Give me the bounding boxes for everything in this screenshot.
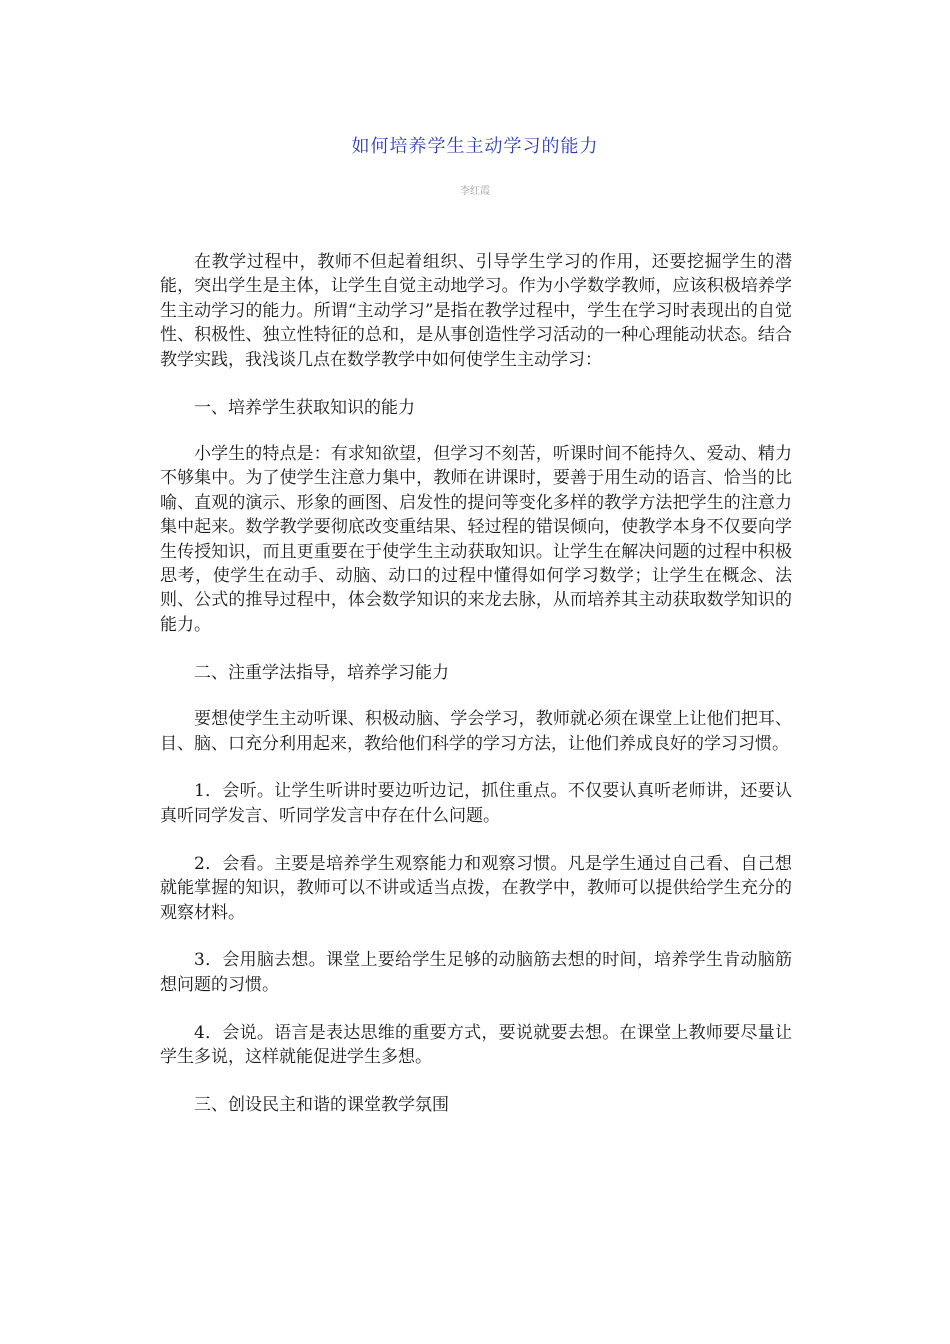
list-item-think: 3．会用脑去想。课堂上要给学生足够的动脑筋去想的时间，培养学生肯动脑筋想问题的习惯。 <box>160 950 792 995</box>
document-author: 李红霞 <box>460 186 490 197</box>
document-title: 如何培养学生主动学习的能力 <box>351 136 599 157</box>
paragraph-section-2: 要想使学生主动听课、积极动脑、学会学习，教师就必须在课堂上让他们把耳、目、脑、口充分利用起来，教给他们科学的学习方法，让他们养成良好的学习习惯。 <box>160 709 792 754</box>
paragraph-intro: 在教学过程中，教师不但起着组织、引导学生学习的作用，还要挖掘学生的潜能，突出学生是主体，让学生自觉主动地学习。作为小学数学教师，应该积极培养学生主动学习的能力。所谓“主动学习”是指在教学过程中，学生在学习时表现出的自觉性、积极性、独立性特征的总和，是从事创造性学习活动的一种心理能动状态。结合教学实践，我浅谈几点在数学教学中如何使学生主动学习： <box>160 252 792 370</box>
section-heading-2: 二、注重学法指导，培养学习能力 <box>194 662 449 683</box>
section-heading-1: 一、培养学生获取知识的能力 <box>194 397 415 418</box>
list-item-listen: 1．会听。让学生听讲时要边听边记，抓住重点。不仅要认真听老师讲，还要认真听同学发言、听同学发言中存在什么问题。 <box>160 781 792 826</box>
list-item-speak: 4．会说。语言是表达思维的重要方式，要说就要去想。在课堂上教师要尽量让学生多说，这样就能促进学生多想。 <box>160 1022 792 1068</box>
section-heading-3: 三、创设民主和谐的课堂教学氛围 <box>194 1095 449 1116</box>
list-item-look: 2．会看。主要是培养学生观察能力和观察习惯。凡是学生通过自己看、自己想就能掌握的知识，教师可以不讲或适当点拨，在教学中，教师可以提供给学生充分的观察材料。 <box>160 853 792 923</box>
paragraph-section-1: 小学生的特点是：有求知欲望，但学习不刻苦，听课时间不能持久、爱动、精力不够集中。为了使学生注意力集中，教师在讲课时，要善于用生动的语言、恰当的比喻、直观的演示、形象的画图、启发性的提问等变化多样的教学方法把学生的注意力集中起来。数学教学要彻底改变重结果、轻过程的错误倾向，使教学本身不仅要向学生传授知识，而且更重要在于使学生主动获取知识。让学生在解决问题的过程中积极思考，使学生在动手、动脑、动口的过程中懂得如何学习数学；让学生在概念、法则、公式的推导过程中，体会数学知识的来龙去脉，从而培养其主动获取数学知识的能力。 <box>160 443 792 635</box>
document-body <box>160 250 792 1139</box>
